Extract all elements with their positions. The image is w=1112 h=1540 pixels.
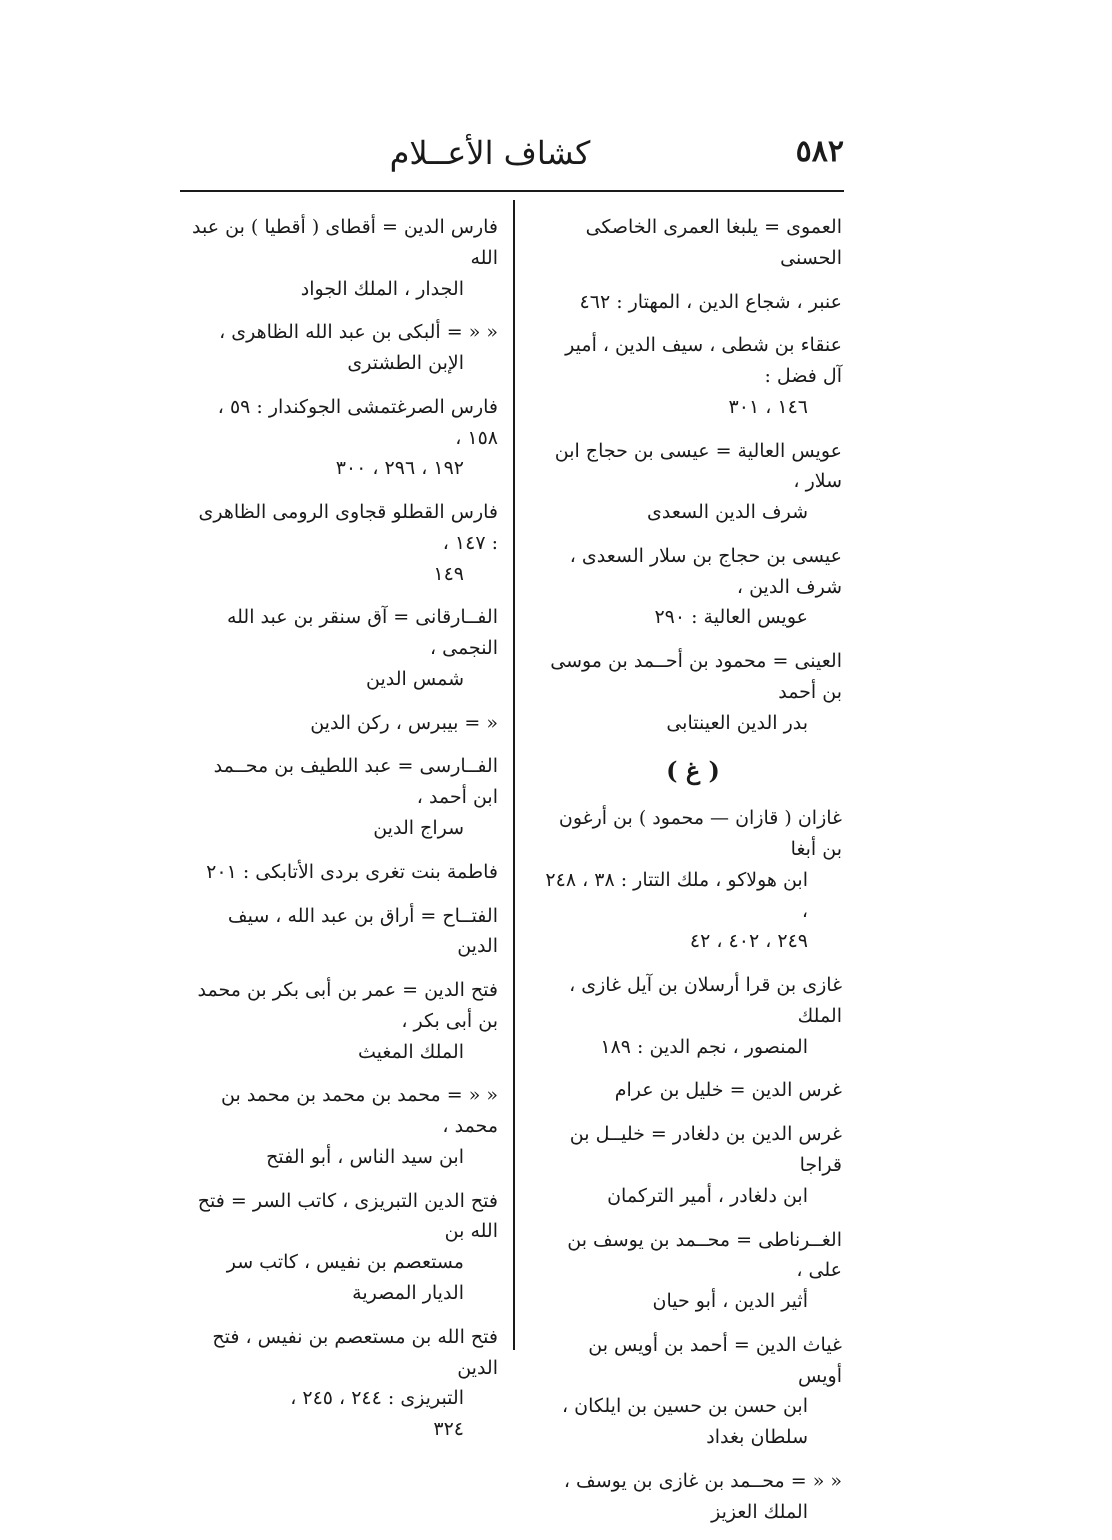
index-entry: فارس الصرغتمشى الجوكندار : ٥٩ ، ١٥٨ ، ١٩٢ ، ٢٩٦ ، ٣٠٠ bbox=[217, 395, 498, 480]
index-entry: « « = ألبكى بن عبد الله الظاهرى ، الإبن الطشترى bbox=[219, 321, 498, 375]
index-entry: غياث الدين = أحمد بن أويس بن أويس ابن حسن بن حسين بن ايلكان ، سلطان بغداد bbox=[561, 1333, 842, 1449]
index-entry: فتح الدين = عمر بن أبى بكر بن محمد بن أبى بكر ، الملك المغيث bbox=[197, 979, 498, 1063]
index-entry: « « = محمد بن محمد بن محمد بن محمد ، ابن سيد الناس ، أبو الفتح bbox=[221, 1084, 498, 1168]
index-entry: الفــارسى = عبد اللطيف بن محــمد ابن أحمد ، سراج الدين bbox=[213, 755, 498, 840]
right-column bbox=[544, 212, 842, 1540]
index-entry: غازان ( قازان — محمود ) بن أرغون بن أبغا ابن هولاكو ، ملك التتار : ٣٨ ، ٢٤٨ ، ٢٤٩ ، ٤٠٢ ، ٤٢ bbox=[545, 807, 842, 953]
index-entry: فارس القطلو قجاوى الرومى الظاهرى : ١٤٧ ، ١٤٩ bbox=[198, 501, 498, 585]
index-entry: عنبر ، شجاع الدين ، المهتار : ٤٦٢ bbox=[579, 290, 842, 313]
index-entry: فاطمة بنت تغرى بردى الأتابكى : ٢٠١ bbox=[206, 860, 498, 883]
column-divider bbox=[513, 200, 515, 1350]
index-entry: غرس الدين = خليل بن عرام bbox=[614, 1079, 842, 1102]
left-column bbox=[192, 212, 498, 1458]
index-entry: الفتــاح = أراق بن عبد الله ، سيف الدين bbox=[227, 904, 498, 958]
index-entry: الفــارقانى = آق سنقر بن عبد الله النجمى ، شمس الدين bbox=[226, 606, 498, 690]
page-header bbox=[180, 128, 844, 190]
index-entry: فتح الدين التبريزى ، كاتب السر = فتح الله بن مستعصم بن نفيس ، كاتب سر الديار المصرية bbox=[197, 1189, 498, 1304]
section-letter-heading: ( غ ) bbox=[666, 756, 720, 786]
index-entry: « « = محــمد بن غازى بن يوسف ، الملك العزيز bbox=[563, 1469, 842, 1523]
index-entry: الغــرناطى = محــمد بن يوسف بن على ، أثير الدين ، أبو حيان bbox=[567, 1228, 842, 1313]
index-entry: العموى = يلبغا العمرى الخاصكى الحسنى bbox=[585, 216, 842, 269]
index-entry: فارس الدين = أقطاى ( أقطيا ) بن عبد الله الجدار ، الملك الجواد bbox=[192, 216, 498, 300]
index-entry: « = بيبرس ، ركن الدين bbox=[310, 711, 498, 734]
index-entry: عيسى بن حجاج بن سلار السعدى ، شرف الدين ، عويس العالية : ٢٩٠ bbox=[569, 544, 842, 629]
index-entry: عويس العالية = عيسى بن حجاج ابن سلار ، شرف الدين السعدى bbox=[554, 439, 842, 524]
header-rule bbox=[180, 190, 844, 192]
index-entry: غازى بن قرا أرسلان بن آيل غازى ، الملك المنصور ، نجم الدين : ١٨٩ bbox=[569, 974, 842, 1058]
index-entry: العينى = محمود بن أحــمد بن موسى بن أحمد بدر الدين العينتابى bbox=[550, 650, 842, 734]
running-title: كشاف الأعــلام bbox=[389, 134, 591, 172]
index-entry: فتح الله بن مستعصم بن نفيس ، فتح الدين التبريزى : ٢٤٤ ، ٢٤٥ ، ٣٢٤ bbox=[212, 1325, 498, 1441]
index-entry: غرس الدين بن دلغادر = خليــل بن قراجا ابن دلغادر ، أمير التركمان bbox=[569, 1123, 842, 1207]
page-number: ٥٨٢ bbox=[795, 134, 844, 169]
index-entry: عنقاء بن شطى ، سيف الدين ، أمير آل فضل : ١٤٦ ، ٣٠١ bbox=[565, 334, 842, 418]
